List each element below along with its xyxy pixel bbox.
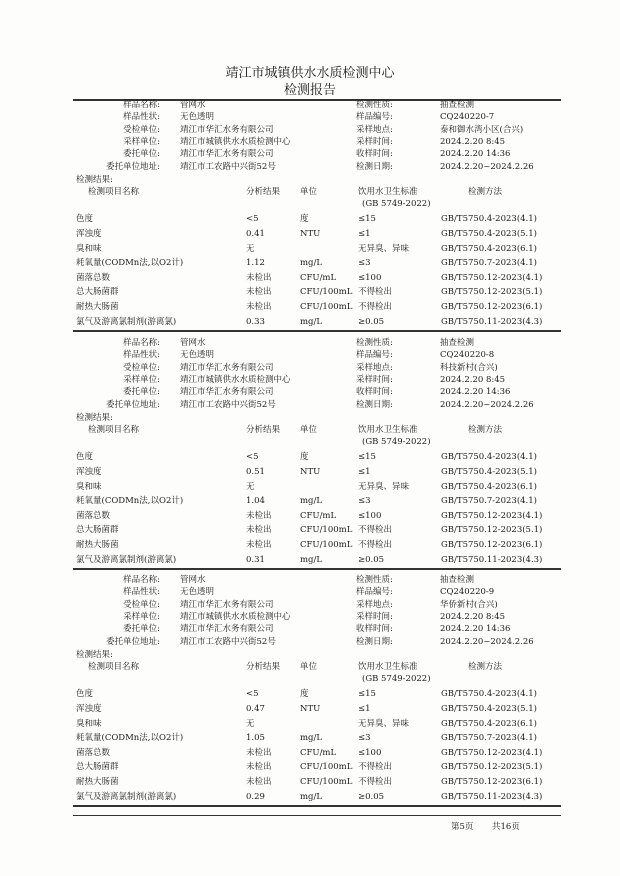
info-label-test-nature: 检测性质: — [356, 100, 393, 110]
col-header-result: 分析结果 — [246, 662, 281, 673]
cell-unit: CFU/100mL — [300, 287, 353, 298]
info-label-entrusted-unit: 受检单位: — [123, 362, 160, 373]
cell-result: 1.12 — [246, 258, 265, 269]
info-label-sampling-time: 采样时间: — [356, 374, 393, 385]
cell-method: GB/T5750.4-2023(5.1) — [441, 228, 537, 239]
cell-item: 总大肠菌群 — [76, 762, 119, 773]
cell-item: 总大肠菌群 — [76, 287, 119, 298]
cell-result: 无 — [246, 718, 255, 729]
cell-standard: ≥0.05 — [358, 554, 385, 565]
cell-item: 色度 — [76, 452, 94, 463]
info-label-client-address: 委托单位地址: — [106, 636, 160, 647]
cell-result: 未检出 — [246, 747, 272, 758]
col-header-item: 检测项目名称 — [88, 425, 140, 436]
col-header-standard-code: (GB 5749-2022) — [362, 673, 431, 684]
info-label-entrusted-unit: 受检单位: — [123, 124, 160, 135]
info-value-client-unit: 靖江市华汇水务有限公司 — [180, 387, 274, 398]
block-divider — [73, 330, 561, 332]
info-value-receive-time: 2024.2.20 14:36 — [440, 149, 511, 160]
info-label-test-date: 检测日期: — [356, 636, 393, 647]
info-value-entrusted-unit: 靖江市华汇水务有限公司 — [180, 362, 274, 373]
info-label-client-address: 委托单位地址: — [106, 399, 160, 410]
cell-unit: CFU/100mL — [300, 762, 353, 773]
cell-unit: mg/L — [300, 733, 323, 744]
cell-standard: 不得检出 — [358, 762, 393, 773]
cell-method: GB/T5750.4-2023(4.1) — [441, 689, 537, 700]
cell-unit: NTU — [300, 466, 321, 477]
info-label-sample-state: 样品性状: — [123, 112, 160, 123]
cell-item: 色度 — [76, 214, 94, 225]
info-label-sampling-time: 采样时间: — [356, 611, 393, 622]
col-header-method: 检测方法 — [468, 425, 503, 436]
col-header-standard: 饮用水卫生标准 — [358, 425, 418, 436]
info-value-sample-no: CQ240220-9 — [440, 587, 495, 598]
info-value-test-date: 2024.2.20~2024.2.26 — [440, 636, 534, 647]
info-label-test-nature: 检测性质: — [356, 338, 393, 348]
cell-item: 耐热大肠菌 — [76, 776, 119, 787]
cell-result: 无 — [246, 243, 255, 254]
info-label-test-date: 检测日期: — [356, 399, 393, 410]
cell-item: 菌落总数 — [76, 747, 111, 758]
cell-standard: 不得检出 — [358, 539, 393, 550]
info-value-client-address: 靖江市工农路中兴街52号 — [180, 399, 276, 410]
cell-method: GB/T5750.12-2023(4.1) — [441, 510, 543, 521]
cell-unit: CFU/100mL — [300, 776, 353, 787]
info-value-sample-name: 管网水 — [180, 575, 206, 585]
cell-item: 菌落总数 — [76, 510, 111, 521]
cell-method: GB/T5750.12-2023(6.1) — [441, 776, 543, 787]
cell-standard: ≤1 — [358, 703, 371, 714]
report-subtitle: 检测报告 — [283, 83, 336, 98]
info-label-sampling-time: 采样时间: — [356, 136, 393, 147]
cell-item: 耗氧量(CODMn法,以O2计) — [76, 733, 184, 744]
info-label-sample-no: 样品编号: — [356, 350, 393, 361]
info-value-client-address: 靖江市工农路中兴街52号 — [180, 636, 276, 647]
cell-result: <5 — [246, 689, 259, 700]
info-label-sample-name: 样品名称: — [123, 575, 160, 585]
cell-method: GB/T5750.4-2023(5.1) — [441, 703, 537, 714]
info-value-sampling-unit: 靖江市城镇供水水质检测中心 — [180, 374, 291, 385]
cell-result: 1.04 — [246, 496, 265, 507]
info-value-test-nature: 抽查检测 — [440, 338, 475, 348]
info-label-client-unit: 委托单位: — [123, 149, 160, 160]
cell-result: 未检出 — [246, 539, 272, 550]
cell-standard: ≤3 — [358, 496, 371, 507]
cell-item: 氯气及游离氯制剂(游离氯) — [76, 316, 177, 327]
cell-item: 菌落总数 — [76, 272, 111, 283]
info-value-test-date: 2024.2.20~2024.2.26 — [440, 161, 534, 172]
cell-result: 无 — [246, 481, 255, 492]
cell-unit: CFU/100mL — [300, 301, 353, 312]
cell-standard: ≤100 — [358, 272, 382, 283]
page-total: 共16页 — [492, 822, 520, 832]
cell-result: <5 — [246, 452, 259, 463]
cell-result: <5 — [246, 214, 259, 225]
cell-result: 未检出 — [246, 301, 272, 312]
cell-unit: 度 — [300, 452, 309, 463]
cell-result: 1.05 — [246, 733, 265, 744]
info-value-entrusted-unit: 靖江市华汇水务有限公司 — [180, 124, 274, 135]
info-value-client-address: 靖江市工农路中兴街52号 — [180, 161, 276, 172]
info-value-sampling-site: 泰和御水湾小区(合兴) — [440, 124, 524, 135]
cell-unit: mg/L — [300, 258, 323, 269]
info-value-sample-state: 无色透明 — [180, 587, 215, 598]
cell-method: GB/T5750.12-2023(5.1) — [441, 287, 543, 298]
col-header-unit: 单位 — [300, 662, 318, 673]
cell-method: GB/T5750.12-2023(5.1) — [441, 525, 543, 536]
info-label-receive-time: 收样时间: — [356, 624, 393, 635]
info-label-sample-no: 样品编号: — [356, 112, 393, 123]
cell-unit: mg/L — [300, 316, 323, 327]
col-header-result: 分析结果 — [246, 187, 281, 198]
cell-standard: ≥0.05 — [358, 316, 385, 327]
info-label-sample-no: 样品编号: — [356, 587, 393, 598]
cell-standard: 无异臭、异味 — [358, 481, 410, 492]
cell-unit: NTU — [300, 703, 321, 714]
info-label-sampling-unit: 采样单位: — [123, 136, 160, 147]
info-value-sampling-unit: 靖江市城镇供水水质检测中心 — [180, 136, 291, 147]
cell-item: 臭和味 — [76, 243, 102, 254]
cell-standard: ≤15 — [358, 452, 376, 463]
info-label-sample-state: 样品性状: — [123, 587, 160, 598]
info-value-entrusted-unit: 靖江市华汇水务有限公司 — [180, 599, 274, 610]
cell-method: GB/T5750.7-2023(4.1) — [441, 496, 537, 507]
col-header-unit: 单位 — [300, 425, 318, 436]
cell-item: 氯气及游离氯制剂(游离氯) — [76, 791, 177, 802]
col-header-standard: 饮用水卫生标准 — [358, 187, 418, 198]
col-header-unit: 单位 — [300, 187, 318, 198]
cell-item: 耗氧量(CODMn法,以O2计) — [76, 258, 184, 269]
result-label: 检测结果: — [76, 412, 113, 423]
cell-item: 耗氧量(CODMn法,以O2计) — [76, 496, 184, 507]
info-value-sample-state: 无色透明 — [180, 112, 215, 123]
info-label-client-unit: 委托单位: — [123, 624, 160, 635]
cell-result: 未检出 — [246, 272, 272, 283]
cell-unit: NTU — [300, 228, 321, 239]
cell-unit: mg/L — [300, 496, 323, 507]
cell-standard: ≤15 — [358, 214, 376, 225]
cell-result: 0.31 — [246, 554, 265, 565]
info-value-sample-state: 无色透明 — [180, 350, 215, 361]
info-value-receive-time: 2024.2.20 14:36 — [440, 624, 511, 635]
cell-unit: mg/L — [300, 554, 323, 565]
col-header-item: 检测项目名称 — [88, 187, 140, 198]
cell-standard: 不得检出 — [358, 776, 393, 787]
info-label-test-date: 检测日期: — [356, 161, 393, 172]
info-value-sampling-site: 科技新村(合兴) — [440, 362, 498, 373]
col-header-standard: 饮用水卫生标准 — [358, 662, 418, 673]
info-value-sampling-site: 华侨新村(合兴) — [440, 599, 498, 610]
info-value-receive-time: 2024.2.20 14:36 — [440, 387, 511, 398]
info-value-client-unit: 靖江市华汇水务有限公司 — [180, 624, 274, 635]
info-label-sampling-unit: 采样单位: — [123, 374, 160, 385]
cell-method: GB/T5750.11-2023(4.3) — [441, 554, 543, 565]
info-value-sampling-time: 2024.2.20 8:45 — [440, 136, 506, 147]
col-header-standard-code: (GB 5749-2022) — [362, 436, 431, 447]
info-label-test-nature: 检测性质: — [356, 575, 393, 585]
cell-result: 0.29 — [246, 791, 265, 802]
cell-method: GB/T5750.12-2023(6.1) — [441, 301, 543, 312]
cell-unit: 度 — [300, 689, 309, 700]
info-label-sample-state: 样品性状: — [123, 350, 160, 361]
cell-standard: ≤3 — [358, 733, 371, 744]
info-label-client-unit: 委托单位: — [123, 387, 160, 398]
info-value-sample-name: 管网水 — [180, 338, 206, 348]
cell-method: GB/T5750.12-2023(4.1) — [441, 272, 543, 283]
info-label-sampling-site: 采样地点: — [356, 124, 393, 135]
cell-result: 未检出 — [246, 510, 272, 521]
cell-standard: ≤1 — [358, 466, 371, 477]
cell-standard: ≤100 — [358, 510, 382, 521]
cell-standard: 无异臭、异味 — [358, 243, 410, 254]
block-divider — [73, 805, 561, 807]
info-value-sample-no: CQ240220-7 — [440, 112, 495, 123]
block-divider — [73, 568, 561, 570]
cell-result: 0.51 — [246, 466, 265, 477]
cell-method: GB/T5750.11-2023(4.3) — [441, 316, 543, 327]
cell-standard: ≤100 — [358, 747, 382, 758]
info-value-test-nature: 抽查检测 — [440, 100, 475, 110]
cell-item: 浑浊度 — [76, 466, 102, 477]
cell-unit: CFU/100mL — [300, 525, 353, 536]
info-label-sample-name: 样品名称: — [123, 100, 160, 110]
report-center-title: 靖江市城镇供水水质检测中心 — [225, 66, 395, 81]
cell-method: GB/T5750.12-2023(5.1) — [441, 762, 543, 773]
result-label: 检测结果: — [76, 174, 113, 185]
info-label-sampling-unit: 采样单位: — [123, 611, 160, 622]
cell-method: GB/T5750.4-2023(6.1) — [441, 481, 537, 492]
cell-standard: 不得检出 — [358, 287, 393, 298]
cell-method: GB/T5750.4-2023(4.1) — [441, 214, 537, 225]
info-value-sample-name: 管网水 — [180, 100, 206, 110]
info-label-sampling-site: 采样地点: — [356, 362, 393, 373]
cell-unit: CFU/mL — [300, 747, 337, 758]
cell-result: 0.41 — [246, 228, 265, 239]
cell-method: GB/T5750.12-2023(6.1) — [441, 539, 543, 550]
info-value-sampling-time: 2024.2.20 8:45 — [440, 374, 506, 385]
cell-item: 臭和味 — [76, 481, 102, 492]
cell-item: 浑浊度 — [76, 228, 102, 239]
cell-standard: ≤1 — [358, 228, 371, 239]
cell-unit: 度 — [300, 214, 309, 225]
cell-method: GB/T5750.4-2023(5.1) — [441, 466, 537, 477]
info-value-client-unit: 靖江市华汇水务有限公司 — [180, 149, 274, 160]
cell-method: GB/T5750.11-2023(4.3) — [441, 791, 543, 802]
col-header-result: 分析结果 — [246, 425, 281, 436]
cell-method: GB/T5750.4-2023(4.1) — [441, 452, 537, 463]
info-value-test-nature: 抽查检测 — [440, 575, 475, 585]
cell-standard: ≤3 — [358, 258, 371, 269]
info-label-sample-name: 样品名称: — [123, 338, 160, 348]
cell-item: 耐热大肠菌 — [76, 301, 119, 312]
page-number: 第5页 — [451, 822, 474, 832]
cell-result: 未检出 — [246, 762, 272, 773]
cell-item: 浑浊度 — [76, 703, 102, 714]
cell-unit: CFU/100mL — [300, 539, 353, 550]
cell-unit: mg/L — [300, 791, 323, 802]
cell-item: 氯气及游离氯制剂(游离氯) — [76, 554, 177, 565]
info-label-client-address: 委托单位地址: — [106, 161, 160, 172]
col-header-method: 检测方法 — [468, 662, 503, 673]
cell-unit: CFU/mL — [300, 272, 337, 283]
cell-method: GB/T5750.4-2023(6.1) — [441, 243, 537, 254]
cell-standard: 不得检出 — [358, 301, 393, 312]
cell-standard: 不得检出 — [358, 525, 393, 536]
cell-method: GB/T5750.4-2023(6.1) — [441, 718, 537, 729]
cell-method: GB/T5750.7-2023(4.1) — [441, 258, 537, 269]
footer-divider — [73, 815, 561, 816]
info-label-sampling-site: 采样地点: — [356, 599, 393, 610]
info-label-entrusted-unit: 受检单位: — [123, 599, 160, 610]
cell-item: 臭和味 — [76, 718, 102, 729]
col-header-method: 检测方法 — [468, 187, 503, 198]
col-header-item: 检测项目名称 — [88, 662, 140, 673]
cell-result: 0.33 — [246, 316, 265, 327]
cell-method: GB/T5750.12-2023(4.1) — [441, 747, 543, 758]
cell-item: 色度 — [76, 689, 94, 700]
info-label-receive-time: 收样时间: — [356, 387, 393, 398]
cell-result: 未检出 — [246, 525, 272, 536]
info-value-sampling-time: 2024.2.20 8:45 — [440, 611, 506, 622]
info-value-test-date: 2024.2.20~2024.2.26 — [440, 399, 534, 410]
cell-method: GB/T5750.7-2023(4.1) — [441, 733, 537, 744]
cell-standard: ≤15 — [358, 689, 376, 700]
cell-item: 总大肠菌群 — [76, 525, 119, 536]
cell-item: 耐热大肠菌 — [76, 539, 119, 550]
cell-unit: CFU/mL — [300, 510, 337, 521]
cell-result: 0.47 — [246, 703, 265, 714]
cell-result: 未检出 — [246, 776, 272, 787]
info-value-sampling-unit: 靖江市城镇供水水质检测中心 — [180, 611, 291, 622]
cell-standard: ≥0.05 — [358, 791, 385, 802]
result-label: 检测结果: — [76, 649, 113, 660]
col-header-standard-code: (GB 5749-2022) — [362, 198, 431, 209]
info-label-receive-time: 收样时间: — [356, 149, 393, 160]
cell-result: 未检出 — [246, 287, 272, 298]
cell-standard: 无异臭、异味 — [358, 718, 410, 729]
info-value-sample-no: CQ240220-8 — [440, 350, 495, 361]
